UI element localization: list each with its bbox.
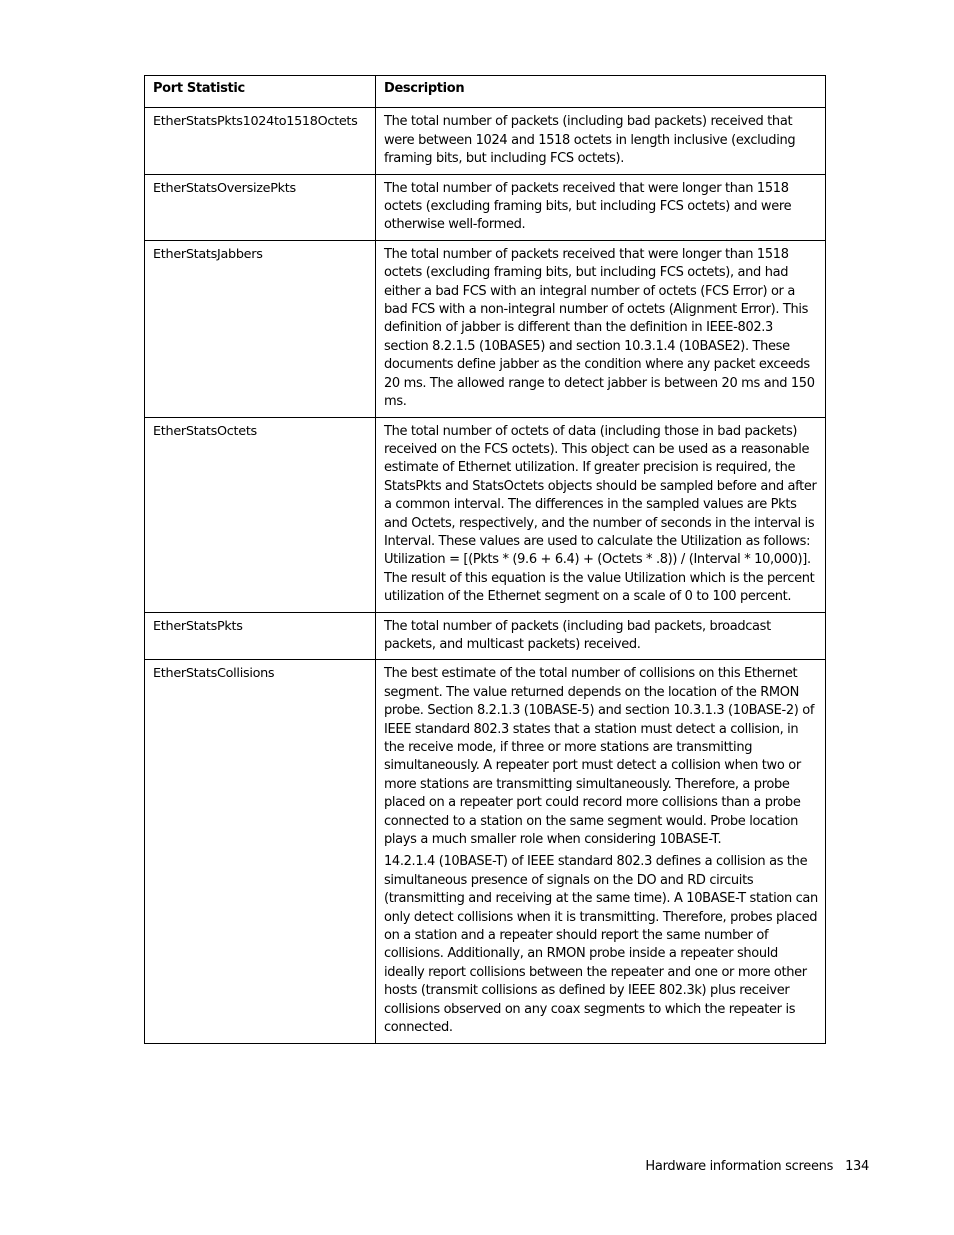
statistic-description [376, 417, 826, 612]
description-paragraph: The total number of packets received that were longer than 1518 octets (excluding framing bits, but including FCS octets) and were otherwise well-formed. [384, 180, 792, 233]
statistic-description [376, 108, 826, 174]
table-row [145, 660, 826, 1043]
statistic-name: EtherStatsJabbers [145, 240, 376, 417]
footer-section-title: Hardware information screens [645, 1159, 834, 1174]
statistic-name: EtherStatsPkts [145, 612, 376, 660]
statistic-name: EtherStatsOversizePkts [145, 174, 376, 240]
page-number: 134 [845, 1159, 869, 1174]
port-statistics-table [144, 75, 826, 1044]
statistic-name: EtherStatsPkts1024to1518Octets [145, 108, 376, 174]
statistic-description [376, 174, 826, 240]
description-paragraph: The best estimate of the total number of collisions on this Ethernet segment. The value returned depends on the location of the RMON probe. Section 8.2.1.3 (10BASE-5) and section 10.3.1.3 (10BASE-2) of IEEE standard 802.3 states that a station must detect a collision, in the receive mode, if three or more stations are transmitting simultaneously. A repeater port must detect a collision when two or more stations are transmitting simultaneously. Therefore, a probe placed on a repeater port could record more collisions than a probe connected to a station on the same segment would. Probe location plays a much smaller role when considering 10BASE-T. [384, 666, 815, 848]
table-row [145, 417, 826, 612]
table-row [145, 240, 826, 417]
description-paragraph: The total number of octets of data (including those in bad packets) received on the FCS octets). This object can be used as a reasonable estimate of Ethernet utilization. If greater precision is required, the StatsPkts and StatsOctets objects should be sampled before and after a common interval. The differences in the sampled values are Pkts and Octets, respectively, and the number of seconds in the interval is Interval. These values are used to calculate the Utilization as follows: Utilization = [(Pkts * (9.6 + 6.4) + (Octets * .8)) / (Interval * 10,000)]. The result of this equation is the value Utilization which is the percent utilization of the Ethernet segment on a scale of 0 to 100 percent. [384, 423, 817, 605]
table-row [145, 174, 826, 240]
description-paragraph: The total number of packets (including bad packets) received that were between 1024 and 1518 octets in length inclusive (excluding framing bits, but including FCS octets). [384, 114, 796, 167]
description-paragraph: The total number of packets received that were longer than 1518 octets (excluding framing bits, but including FCS octets), and had either a bad FCS with an integral number of octets (FCS Error) or a bad FCS with a non-integral number of octets (Alignment Error). This definition of jabber is different than the definition in IEEE-802.3 section 8.2.1.5 (10BASE5) and section 10.3.1.4 (10BASE2). These documents define jabber as the condition where any packet exceeds 20 ms. The allowed range to detect jabber is between 20 ms and 150 ms. [384, 246, 815, 410]
statistic-description [376, 660, 826, 1043]
statistic-description [376, 240, 826, 417]
statistic-name: EtherStatsCollisions [145, 660, 376, 1043]
statistic-name: EtherStatsOctets [145, 417, 376, 612]
page-footer [645, 1159, 869, 1174]
column-header-description: Description [376, 76, 826, 108]
statistic-description [376, 612, 826, 660]
table-header-row [145, 76, 826, 108]
table-row [145, 612, 826, 660]
description-paragraph: 14.2.1.4 (10BASE-T) of IEEE standard 802.3 defines a collision as the simultaneous presence of signals on the DO and RD circuits (transmitting and receiving at the same time). A 10BASE-T station can only detect collisions when it is transmitting. Therefore, probes placed on a station and a repeater should report the same number of collisions. Additionally, an RMON probe inside a repeater should ideally report collisions between the repeater and one or more other hosts (transmit collisions as defined by IEEE 802.3k) plus receiver collisions observed on any coax segments to which the repeater is connected. [384, 854, 818, 1036]
column-header-port-statistic: Port Statistic [145, 76, 376, 108]
description-paragraph: The total number of packets (including bad packets, broadcast packets, and multicast packets) received. [384, 618, 771, 652]
table-row [145, 108, 826, 174]
